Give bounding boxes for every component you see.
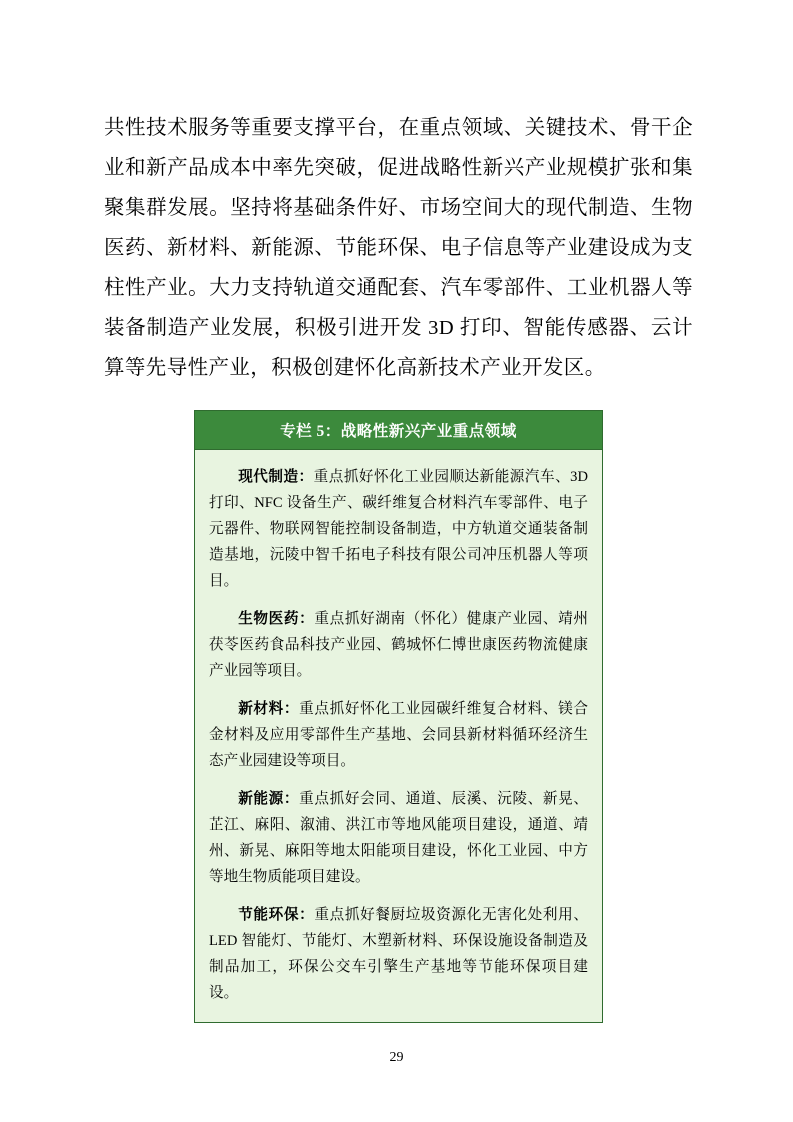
callout-item: [209, 464, 588, 594]
callout-item-label: 现代制造：: [238, 469, 314, 485]
callout-item-text: 重点抓好餐厨垃圾资源化无害化处利用、LED 智能灯、节能灯、木塑新材料、环保设施设备制造及制品加工，环保公交车引擎生产基地等节能环保项目建设。: [209, 907, 588, 1001]
callout-item: [209, 786, 588, 890]
callout-item-text: 重点抓好怀化工业园顺达新能源汽车、3D 打印、NFC 设备生产、碳纤维复合材料汽车零部件、电子元器件、物联网智能控制设备制造，中方轨道交通装备制造基地，沅陵中智千拓电子科技有限公司冲压机器人等项目。: [209, 469, 588, 589]
callout-box-body: [195, 450, 602, 1022]
callout-box-title: 专栏 5：战略性新兴产业重点领域: [195, 411, 602, 450]
callout-item-text: 重点抓好怀化工业园碳纤维复合材料、镁合金材料及应用零部件生产基地、会同县新材料循环经济生态产业园建设等项目。: [209, 701, 588, 769]
callout-item-label: 新材料：: [238, 701, 300, 717]
callout-box: [194, 410, 603, 1023]
callout-item-label: 新能源：: [238, 791, 300, 807]
body-paragraph: 共性技术服务等重要支撑平台，在重点领域、关键技术、骨干企业和新产品成本中率先突破，促进战略性新兴产业规模扩张和集聚集群发展。坚持将基础条件好、市场空间大的现代制造、生物医药、新材料、新能源、节能环保、电子信息等产业建设成为支柱性产业。大力支持轨道交通配套、汽车零部件、工业机器人等装备制造产业发展，积极引进开发 3D 打印、智能传感器、云计算等先导性产业，积极创建怀化高新技术产业开发区。: [104, 117, 693, 379]
page-number: 29: [389, 1050, 404, 1065]
callout-item-label: 生物医药：: [238, 611, 315, 627]
callout-item-text: 重点抓好会同、通道、辰溪、沅陵、新晃、芷江、麻阳、溆浦、洪江市等地风能项目建设，通道、靖州、新晃、麻阳等地太阳能项目建设，怀化工业园、中方等地生物质能项目建设。: [209, 791, 588, 885]
callout-item: [209, 606, 588, 684]
callout-item-label: 节能环保：: [238, 907, 315, 923]
callout-item: [209, 696, 588, 774]
callout-item-text: 重点抓好湖南（怀化）健康产业园、靖州茯苓医药食品科技产业园、鹤城怀仁博世康医药物流健康产业园等项目。: [209, 611, 588, 679]
callout-item: [209, 902, 588, 1006]
